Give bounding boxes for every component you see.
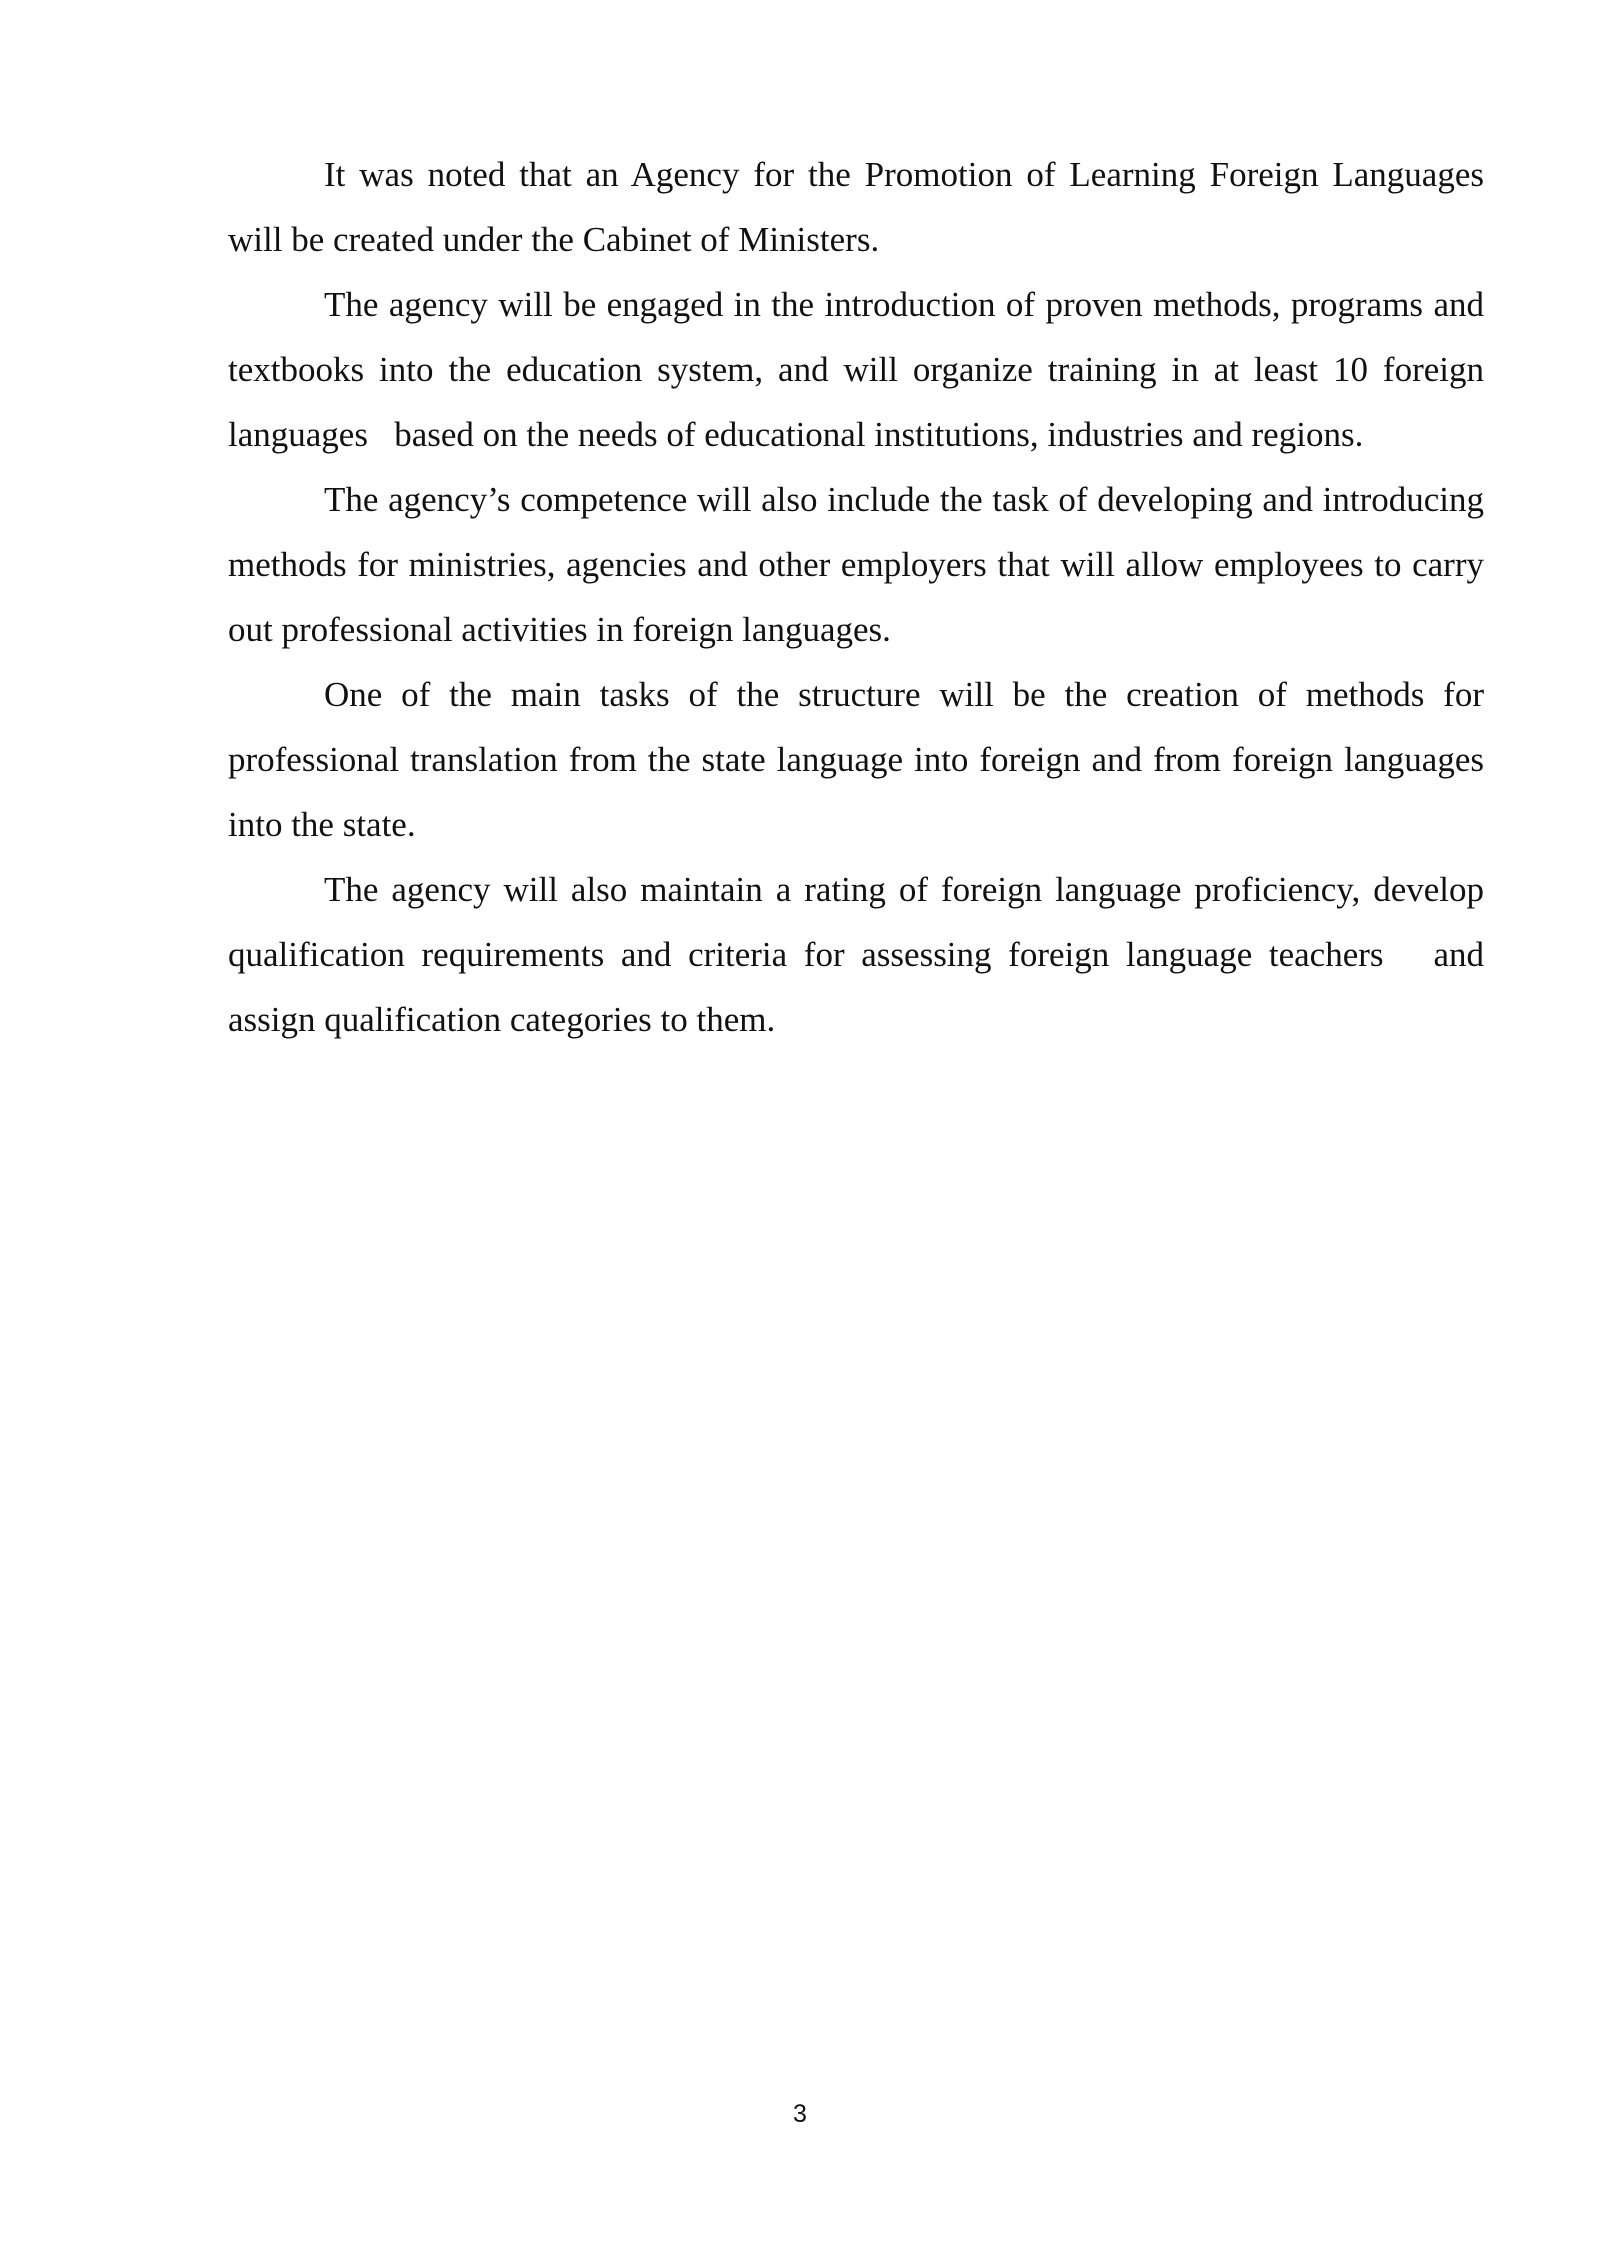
paragraph-agency-engagement: The agency will be engaged in the introduction of proven methods, programs and textbooks into the education system, and will organize training in at least 10 foreign languages based on the needs of educational institutions, industries and regions. (228, 285, 1493, 454)
paragraph-agency-creation: It was noted that an Agency for the Promotion of Learning Foreign Languages will be created under the Cabinet of Ministers. (228, 155, 1493, 259)
paragraph-agency-competence: The agency’s competence will also include the task of developing and introducing methods for ministries, agencies and other employers that will allow employees to carry out professional activities in foreign languages. (228, 480, 1493, 649)
page-number: 3 (793, 2100, 807, 2128)
paragraph-proficiency-rating: The agency will also maintain a rating of foreign language proficiency, develop qualification requirements and criteria for assessing foreign language teachers and assign qualification categories to them. (228, 870, 1493, 1039)
body-text (228, 142, 1511, 1052)
paragraph-translation-methods: One of the main tasks of the structure will be the creation of methods for professional translation from the state language into foreign and from foreign languages into the state. (228, 675, 1511, 844)
